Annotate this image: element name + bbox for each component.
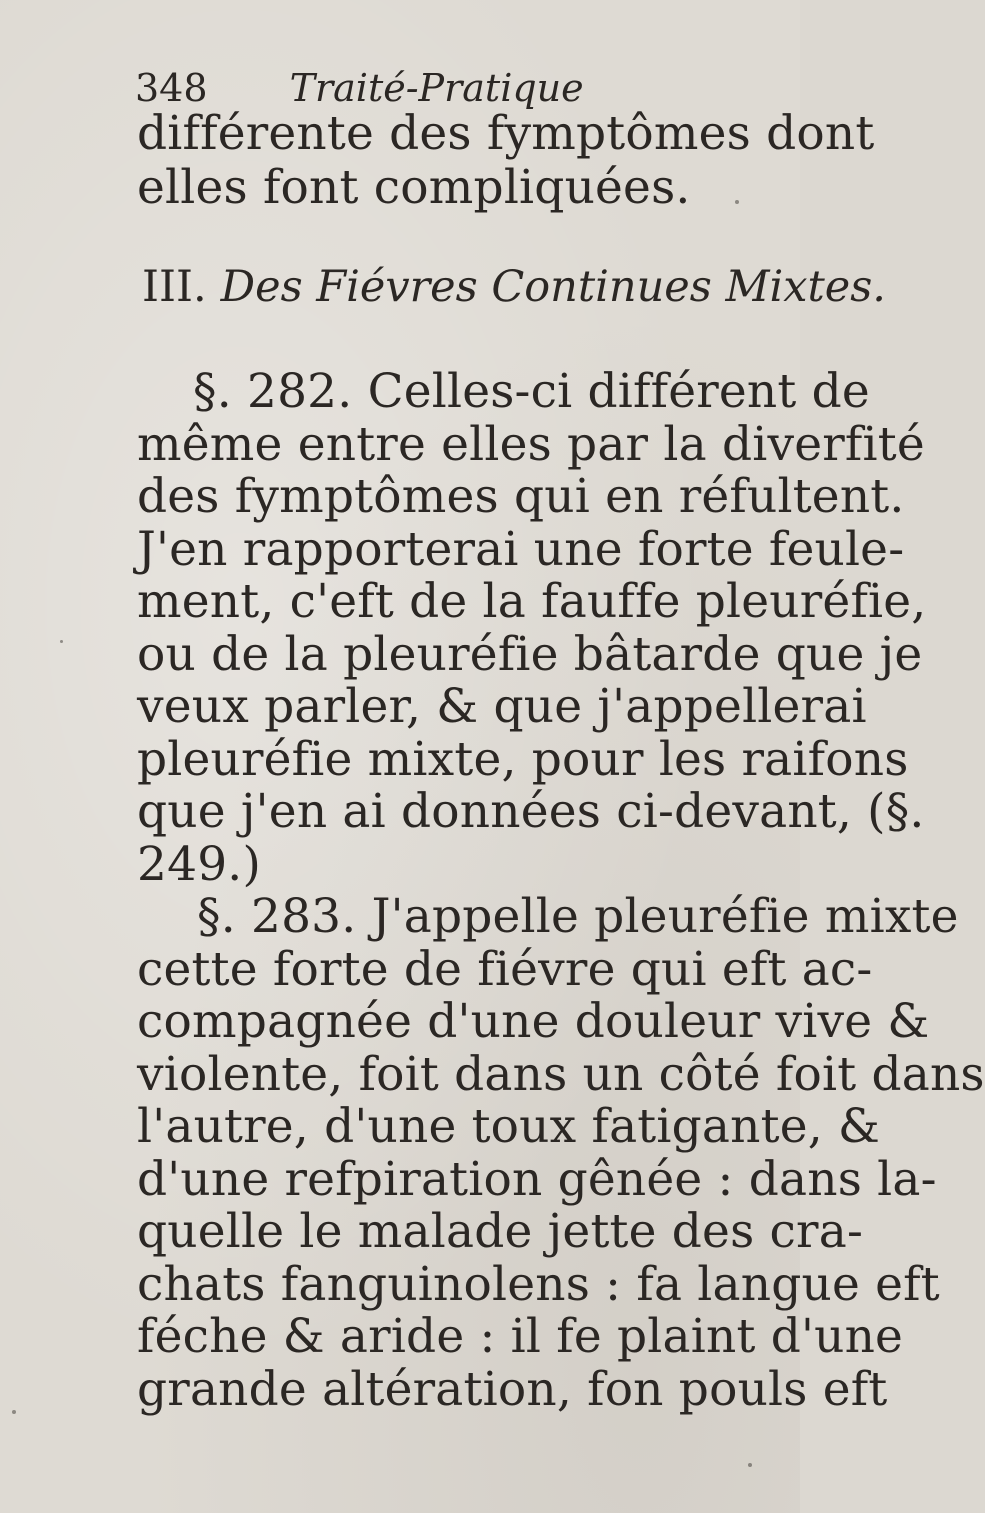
text-line: différente des fymptômes dont: [137, 106, 875, 161]
text-line: 249.): [137, 837, 261, 892]
text-line: l'autre, d'une toux fatigante, &: [137, 1099, 881, 1154]
text-line: compagnée d'une douleur vive &: [137, 994, 930, 1049]
paper-speck: [735, 200, 739, 204]
text-line: ou de la pleuréfie bâtarde que je: [137, 627, 923, 682]
running-title: Traité-Pratique: [289, 66, 584, 110]
text-line: que j'en ai données ci-devant, (§.: [137, 784, 925, 839]
text-line: féche & aride : il fe plaint d'une: [137, 1309, 904, 1364]
running-head: [135, 66, 584, 110]
text-line: §. 282. Celles-ci différent de: [193, 364, 870, 419]
text-line: J'en rapporterai une forte feule-: [137, 522, 905, 577]
section-number: III.: [142, 262, 207, 312]
text-line: veux parler, & que j'appellerai: [137, 679, 867, 734]
text-line: chats fanguinolens : fa langue eft: [137, 1257, 940, 1312]
paper-speck: [60, 640, 63, 643]
section-title: Des Fiévres Continues Mixtes.: [220, 262, 886, 312]
text-line: §. 283. J'appelle pleuréfie mixte: [197, 889, 959, 944]
text-line: ment, c'eft de la fauffe pleuréfie,: [137, 574, 927, 629]
paper-speck: [748, 1463, 752, 1467]
text-line: cette forte de fiévre qui eft ac-: [137, 942, 873, 997]
paper-speck: [12, 1410, 16, 1414]
text-line: d'une refpiration gênée : dans la-: [137, 1152, 937, 1207]
text-line: violente, foit dans un côté foit dans: [137, 1047, 985, 1102]
text-line: des fymptômes qui en réfultent.: [137, 469, 905, 524]
text-line: pleuréfie mixte, pour les raifons: [137, 732, 909, 787]
page-number: 348: [135, 66, 208, 110]
section-heading: [142, 262, 886, 312]
text-line: quelle le malade jette des cra-: [137, 1204, 864, 1259]
text-line: grande altération, fon pouls eft: [137, 1362, 888, 1417]
text-line: même entre elles par la diverfité: [137, 417, 925, 472]
text-line: elles font compliquées.: [137, 160, 691, 215]
